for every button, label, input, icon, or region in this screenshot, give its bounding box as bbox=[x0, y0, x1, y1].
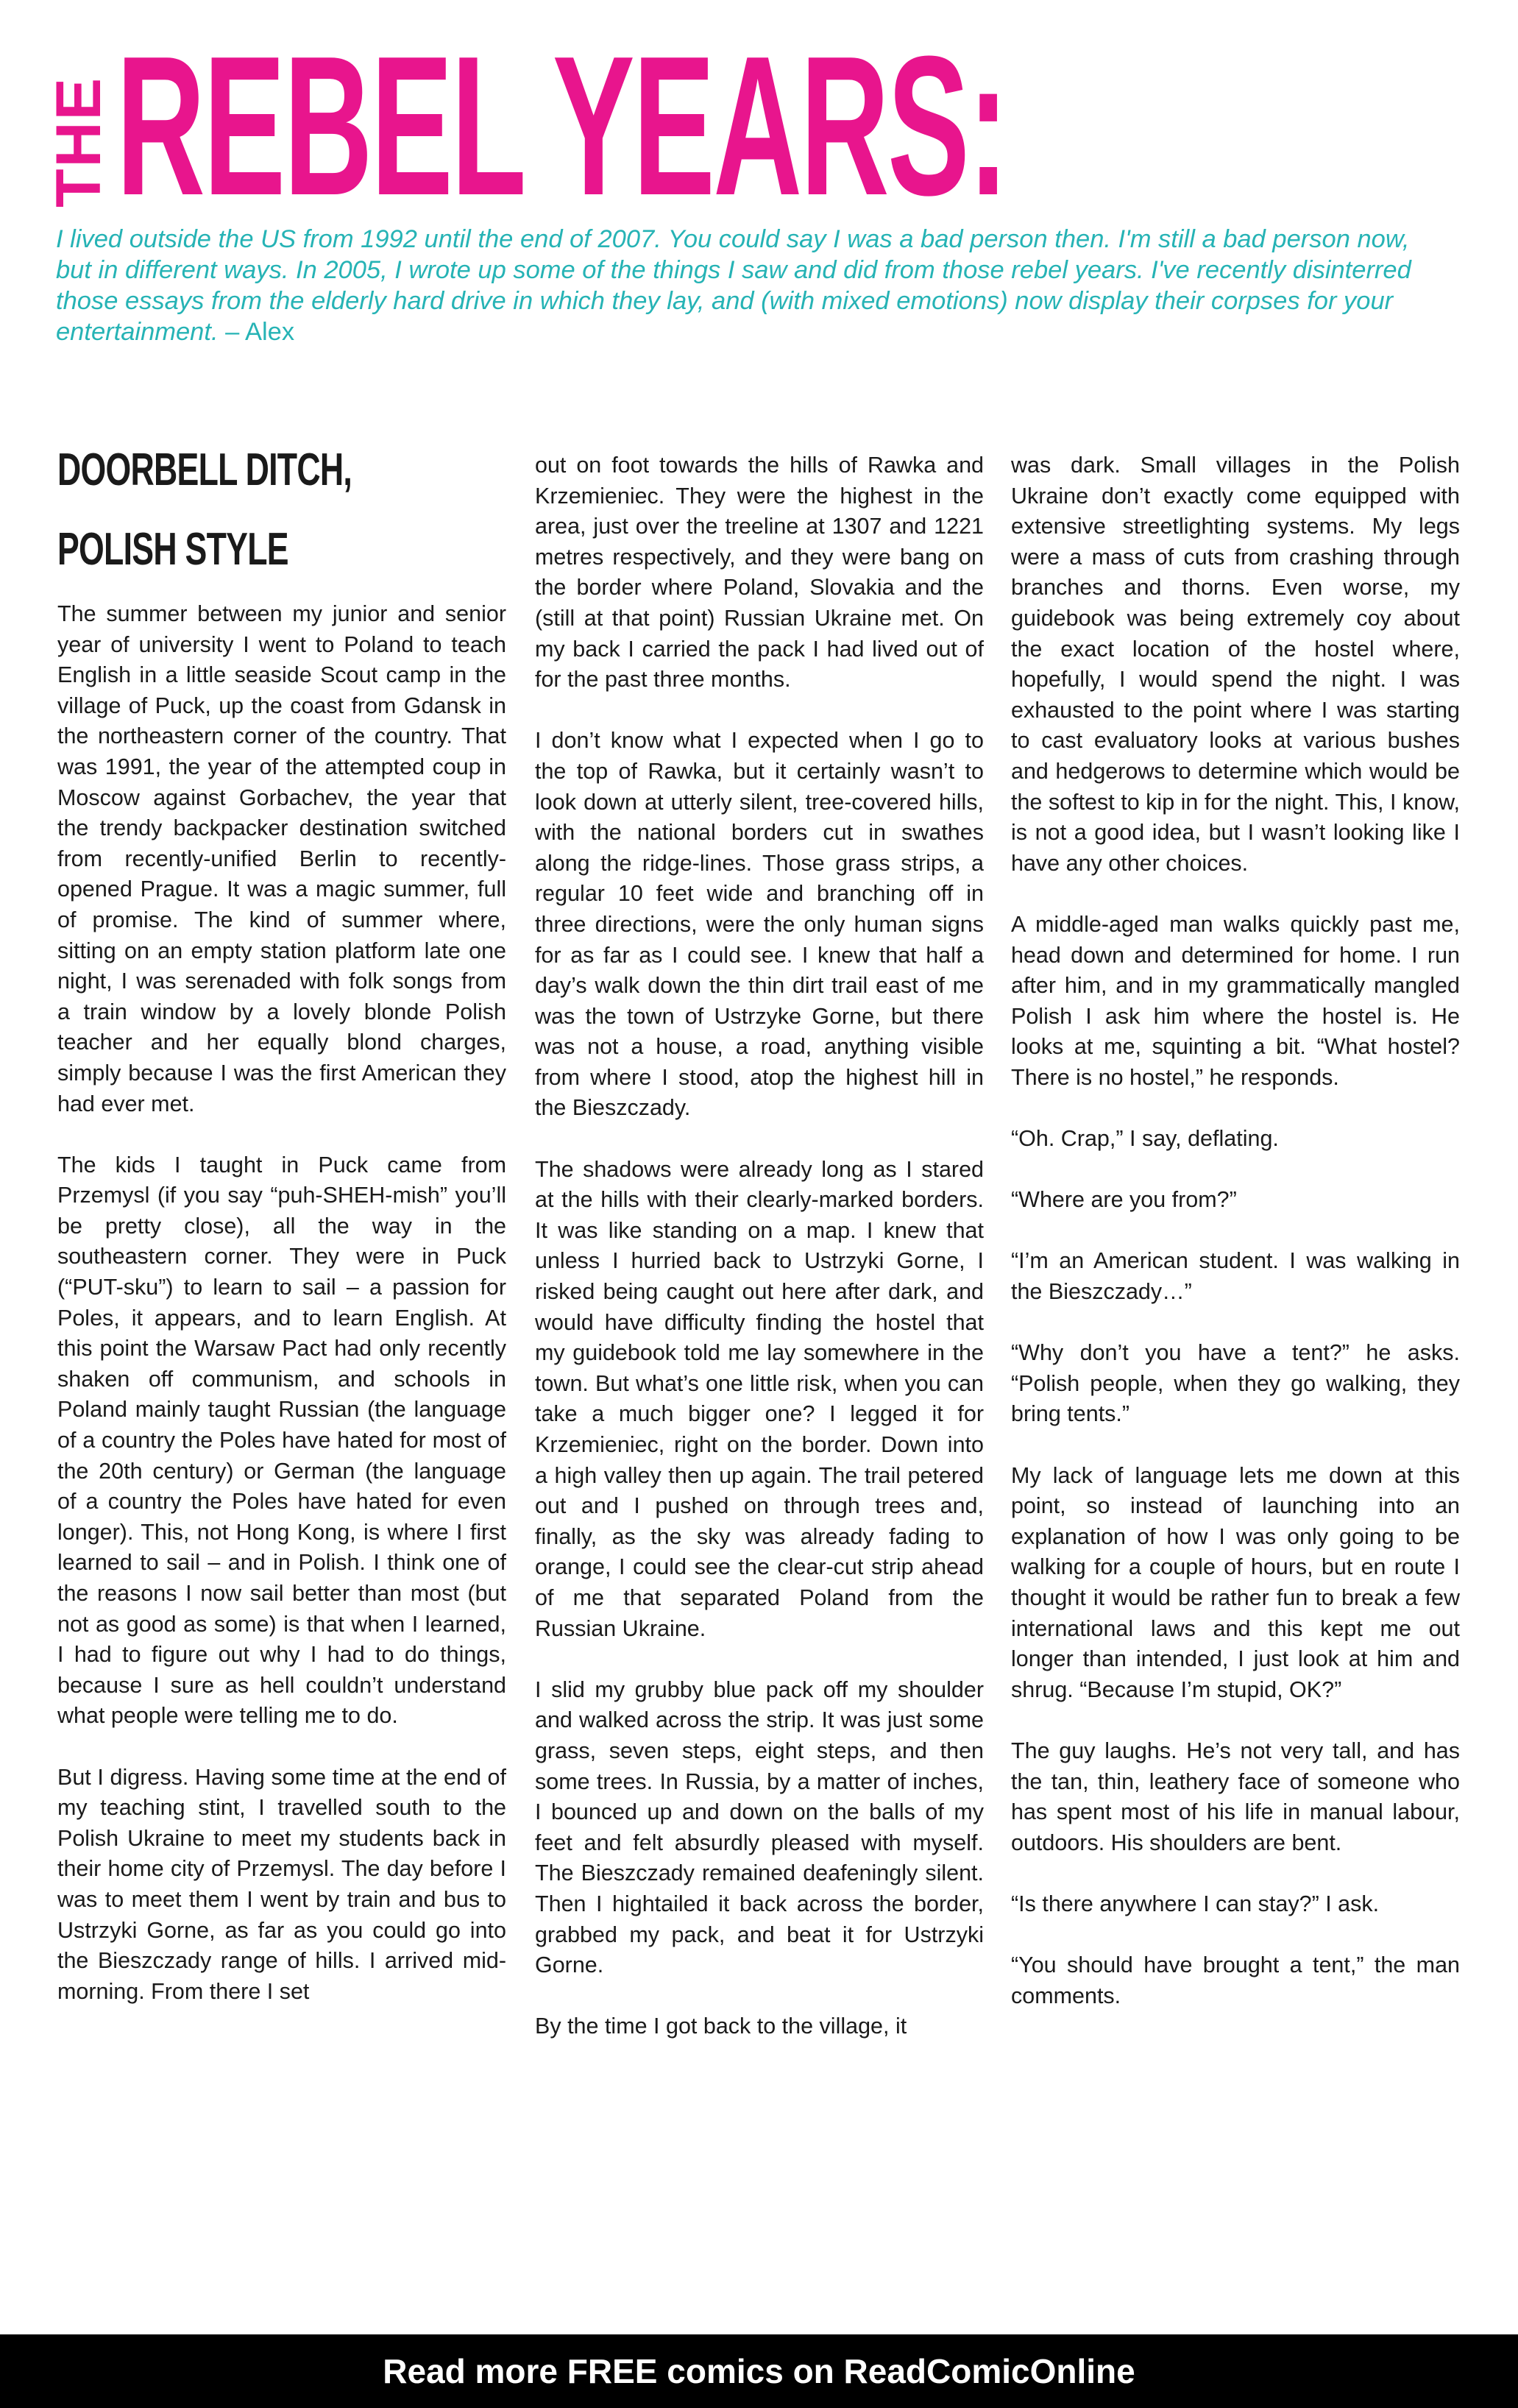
paragraph: out on foot towards the hills of Rawka and Krzemieniec. They were the highest in the area, just over the treeline at 1307 and 1221 metres respectively, and they were bang on the border where Poland, Slovakia and the (still at that point) Russian Ukraine met. On my back I carried the pack I had lived out of for the past three months. bbox=[535, 453, 984, 693]
article-column-1 bbox=[57, 442, 506, 2038]
paragraph: was dark. Small villages in the Polish Ukraine don’t exactly come equipped with extensive streetlighting systems. My legs were a mass of cuts from crashing through branches and thorns. Even worse, my guidebook was being extremely coy about the exact location of the hostel where, hopefully, I would spend the night. I was exhausted to the point where I was starting to cast evaluatory looks at various bushes and hedgerows to determine which would be the softest to kip in for the night. This, I know, is not a good idea, but I wasn’t looking like I have any other choices. bbox=[1011, 453, 1460, 876]
paragraph: “Where are you from?” bbox=[1011, 1187, 1237, 1213]
page-title: REBEL YEARS: bbox=[116, 15, 1007, 237]
paragraph: A middle-aged man walks quickly past me, head down and determined for home. I run after him, and in my grammatically mangled Polish I ask him where the hostel is. He looks at me, squinting a bit. “What hostel? There is no hostel,” he responds. bbox=[1011, 911, 1460, 1090]
article-column-2 bbox=[535, 450, 984, 2072]
paragraph: The kids I taught in Puck came from Przemysl (if you say “puh-SHEH-mish” you’ll be pretty close), all the way in the southeastern corner. They were in Puck (“PUT-sku”) to learn to sail – a passion for Poles, it appears, and to learn English. At this point the Warsaw Pact had only recently shaken off communism, and schools in Poland mainly taught Russian (the language of a country the Poles have hated for most of the 20th century) or German (the language of a country the Poles have hated for even longer). This, not Hong Kong, is where I first learned to sail – and in Polish. I think one of the reasons I now sail better than most (but not as good as some) is that when I learned, I had to figure out why I had to do things, because I sure as hell couldn’t understand what people were telling me to do. bbox=[57, 1152, 506, 1729]
paragraph: The guy laughs. He’s not very tall, and has the tan, thin, leathery face of someone who has spent most of his life in manual labour, outdoors. His shoulders are bent. bbox=[1011, 1738, 1460, 1855]
article-column-3 bbox=[1011, 450, 1460, 2042]
intro-signature: – Alex bbox=[225, 318, 295, 346]
paragraph: My lack of language lets me down at this point, so instead of launching into an explanation of how I was only going to be walking for a couple of hours, but en route I thought it would be rather fun to break a few international laws and this kept me out longer than intended, I just look at him and shrug. “Because I’m stupid, OK?” bbox=[1011, 1462, 1460, 1702]
paragraph: “You should have brought a tent,” the man comments. bbox=[1011, 1952, 1460, 2008]
article-heading bbox=[57, 442, 506, 599]
paragraph: But I digress. Having some time at the end of my teaching stint, I travelled south to the Polish Ukraine to meet my students back in their home city of Przemysl. The day before I was to meet them I went by train and bus to Ustrzyki Gorne, as far as you could go into the Bieszczady range of hills. I arrived mid-morning. From there I set bbox=[57, 1764, 506, 2004]
paragraph: “Is there anywhere I can stay?” I ask. bbox=[1011, 1891, 1380, 1916]
article-heading-line-1: DOORBELL DITCH, bbox=[57, 445, 352, 495]
footer-text: Read more FREE comics on ReadComicOnline bbox=[383, 2352, 1135, 2390]
paragraph: “Oh. Crap,” I say, deflating. bbox=[1011, 1126, 1279, 1152]
title-the bbox=[43, 46, 114, 208]
intro-text: I lived outside the US from 1992 until the end of 2007. You could say I was a bad person then. I'm still a bad person now, but in different ways. In 2005, I wrote up some of the things I saw and did from those rebel years. I've recently disinterred those essays from the elderly hard drive in which they lay, and (with mixed emotions) now display their corpses for your entertainment. bbox=[56, 225, 1411, 346]
article-heading-line-2: POLISH STYLE bbox=[57, 524, 288, 575]
paragraph: “Why don’t you have a tent?” he asks. “Polish people, when they go walking, they bring tents.” bbox=[1011, 1340, 1460, 1427]
intro-paragraph bbox=[56, 224, 1432, 347]
footer-banner bbox=[0, 2334, 1518, 2408]
title-the-text: THE bbox=[43, 77, 114, 208]
paragraph: I slid my grubby blue pack off my shoulder and walked across the strip. It was just some grass, seven steps, eight steps, and then some trees. In Russia, by a matter of inches, I bounced up and down on the balls of my feet and felt absurdly pleased with myself. The Bieszczady remained deafeningly silent. Then I hightailed it back across the border, grabbed my pack, and beat it for Ustrzyki Gorne. bbox=[535, 1676, 984, 1978]
paragraph: The shadows were already long as I stared at the hills with their clearly-marked borders. It was like standing on a map. I knew that unless I hurried back to Ustrzyki Gorne, I risked being caught out here after dark, and would have difficulty finding the hostel that my guidebook told me lay somewhere in the town. But what’s one little risk, when you can take a much bigger one? I legged it for Krzemieniec, right on the border. Down into a high valley then up again. The trail petered out and I pushed on through trees and, finally, as the sky was already fading to orange, I could see the clear-cut strip ahead of me that separated Poland from the Russian Ukraine. bbox=[535, 1156, 984, 1641]
title-block bbox=[43, 15, 1083, 237]
paragraph: I don’t know what I expected when I go to the top of Rawka, but it certainly wasn’t to look down at utterly silent, tree-covered hills, with the national borders cut in swathes along the ridge-lines. Those grass strips, a regular 10 feet wide and branching off in three directions, were the only human signs for as far as I could see. I knew that half a day’s walk down the thin dirt trail east of me was the town of Ustrzyke Gorne, but there was not a house, a road, anything visible from where I stood, atop the highest hill in the Bieszczady. bbox=[535, 728, 984, 1121]
paragraph: The summer between my junior and senior year of university I went to Poland to teach English in a little seaside Scout camp in the village of Puck, up the coast from Gdansk in the northeastern corner of the country. That was 1991, the year of the attempted coup in Moscow against Gorbachev, the year that the trendy backpacker destination switched from recently-unified Berlin to recently-opened Prague. It was a magic summer, full of promise. The kind of summer where, sitting on an empty station platform late one night, I was serenaded with folk songs from a train window by a lovely blonde Polish teacher and her equally blond charges, simply because I was the first American they had ever met. bbox=[57, 601, 506, 1116]
paragraph: By the time I got back to the village, it bbox=[535, 2014, 907, 2039]
paragraph: “I’m an American student. I was walking in the Bieszczady…” bbox=[1011, 1248, 1460, 1305]
